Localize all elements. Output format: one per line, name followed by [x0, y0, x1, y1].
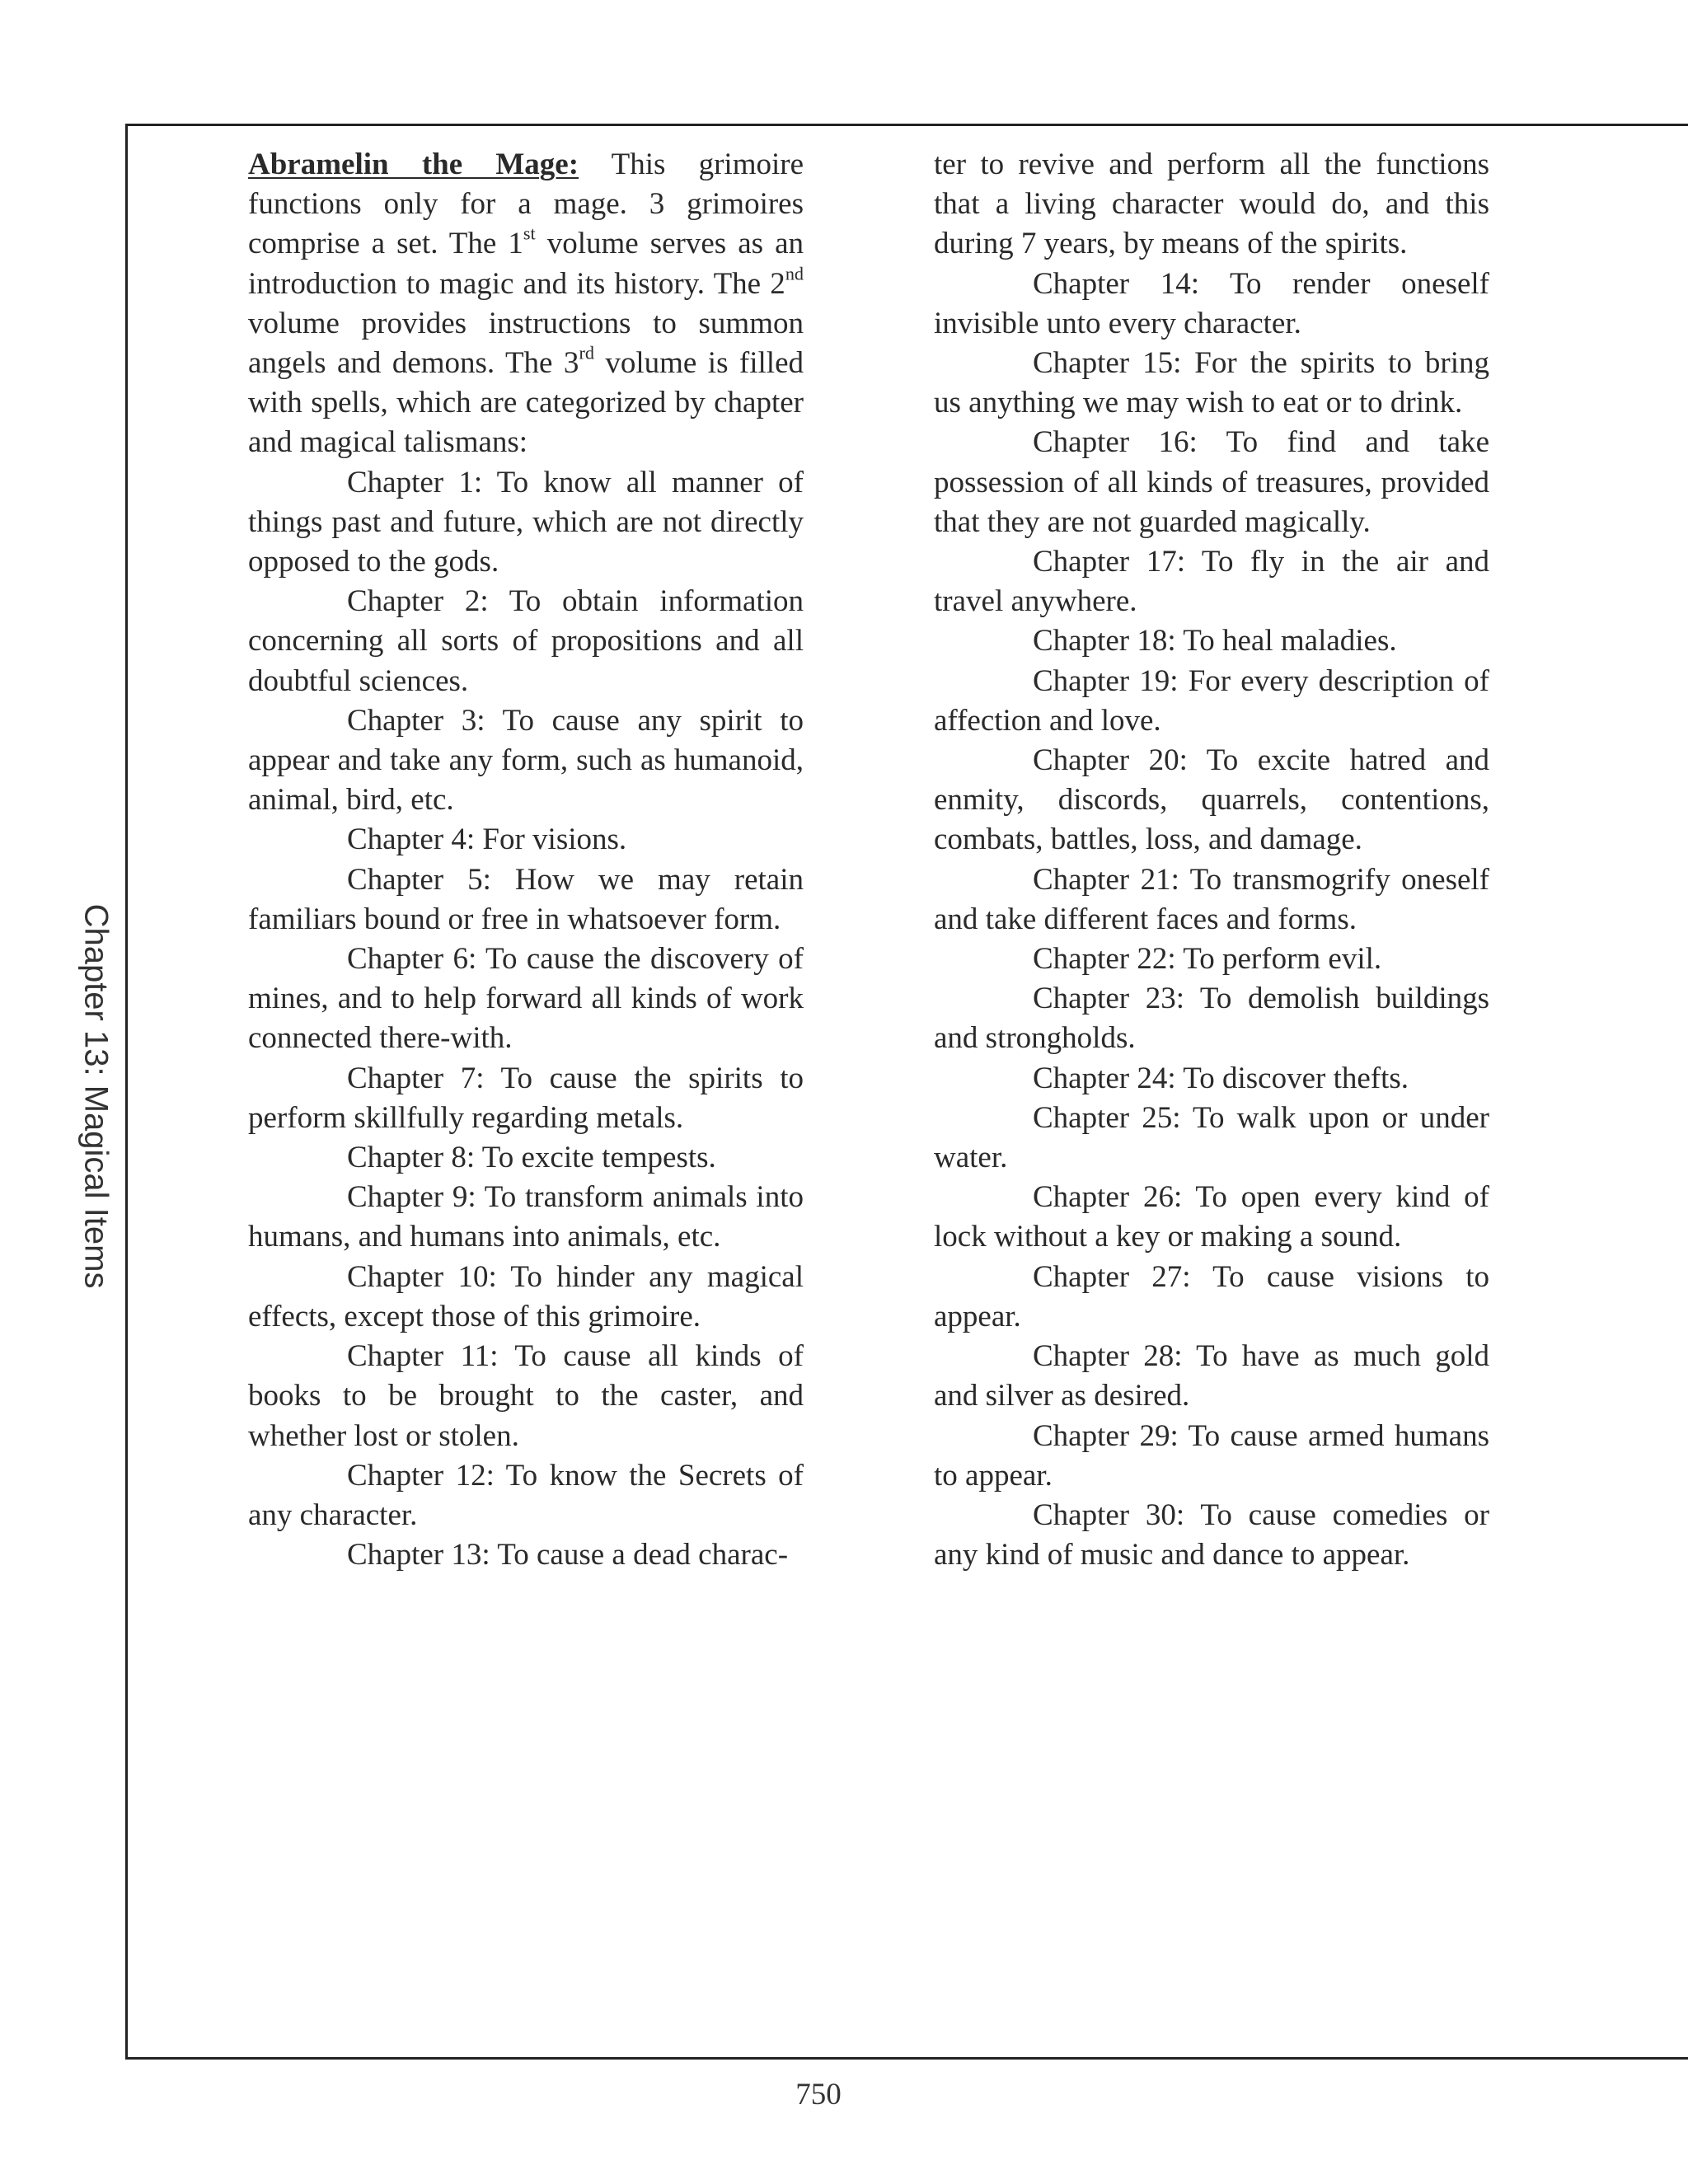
- entry-intro-text-4: volume is filled with spells, which are categorized by chapter and magical talismans:: [248, 346, 804, 460]
- chapter-entry: Chapter 30: To cause comedies or any kind of music and dance to appear.: [934, 1497, 1489, 1572]
- page-frame-bottom-rule: [125, 2057, 1688, 2060]
- chapter-entry: Chapter 22: To perform evil.: [1033, 942, 1382, 977]
- entry-intro-text-3: volume provides instructions to summon angels and demons. The 3: [248, 306, 804, 381]
- ordinal-suffix: nd: [785, 262, 804, 284]
- page-frame-top-rule: [125, 124, 1688, 126]
- ordinal-suffix: rd: [579, 342, 594, 363]
- entry-title: Abramelin the Mage:: [248, 148, 579, 181]
- chapter-entry: Chapter 13: To cause a dead charac-: [347, 1538, 789, 1572]
- chapter-entry: Chapter 1: To know all manner of things past and future, which are not directly opposed to the gods.: [248, 465, 804, 579]
- chapter-entry: Chapter 19: For every description of affection and love.: [934, 663, 1489, 738]
- chapter-entry: Chapter 6: To cause the discovery of mines, and to help forward all kinds of work connected there-with.: [248, 942, 804, 1056]
- chapter-entry: Chapter 8: To excite tempests.: [347, 1141, 716, 1175]
- ordinal-suffix: st: [523, 223, 536, 244]
- chapter-entry: Chapter 11: To cause all kinds of books to be brought to the caster, and whether lost or stolen.: [248, 1339, 804, 1453]
- chapter-entry: Chapter 4: For visions.: [347, 823, 627, 857]
- chapter-entry: Chapter 28: To have as much gold and silver as desired.: [934, 1339, 1489, 1413]
- chapter-entry: Chapter 15: For the spirits to bring us anything we may wish to eat or to drink.: [934, 346, 1489, 420]
- page-number: 750: [795, 2078, 842, 2111]
- chapter-entry: Chapter 7: To cause the spirits to perform skillfully regarding metals.: [248, 1061, 804, 1135]
- chapter-entry: Chapter 5: How we may retain familiars bound or free in whatsoever form.: [248, 862, 804, 936]
- chapter-entry: Chapter 25: To walk upon or under water.: [934, 1100, 1489, 1175]
- chapter-entry: Chapter 17: To fly in the air and travel anywhere.: [934, 545, 1489, 619]
- page-frame-left-rule: [125, 124, 128, 2059]
- chapter-entry: Chapter 2: To obtain information concerning all sorts of propositions and all doubtful sciences.: [248, 584, 804, 698]
- entry-intro: [248, 145, 804, 463]
- chapter-entry: Chapter 12: To know the Secrets of any character.: [248, 1458, 804, 1532]
- chapter-entry: Chapter 9: To transform animals into humans, and humans into animals, etc.: [248, 1180, 804, 1254]
- chapter-entry: Chapter 29: To cause armed humans to appear.: [934, 1418, 1489, 1493]
- chapter-entry: Chapter 16: To find and take possession of all kinds of treasures, provided that they are not guarded magically.: [934, 425, 1489, 539]
- chapter-side-label: Chapter 13: Magical Items: [77, 903, 115, 1289]
- entry-intro-text-1: This grimoire functions only for a mage. 3 grimoires comprise a set. The 1: [248, 148, 804, 261]
- right-column: [934, 145, 1489, 1575]
- chapter-entry: Chapter 3: To cause any spirit to appear and take any form, such as humanoid, animal, bird, etc.: [248, 703, 804, 818]
- chapter-entry: Chapter 14: To render oneself invisible unto every character.: [934, 266, 1489, 340]
- chapter-entry: Chapter 10: To hinder any magical effects, except those of this grimoire.: [248, 1259, 804, 1333]
- chapter-entry: Chapter 24: To discover thefts.: [1033, 1061, 1409, 1095]
- chapter-entry: Chapter 27: To cause visions to appear.: [934, 1259, 1489, 1333]
- chapter-continuation: ter to revive and perform all the functions that a living character would do, and this during 7 years, by means of the spirits.: [934, 148, 1489, 261]
- entry-intro-text-2: volume serves as an introduction to magic and its history. The 2: [248, 227, 804, 301]
- chapter-entry: Chapter 20: To excite hatred and enmity, discords, quarrels, contentions, combats, battles, loss, and damage.: [934, 743, 1489, 857]
- chapter-entry: Chapter 21: To transmogrify oneself and take different faces and forms.: [934, 862, 1489, 936]
- chapter-entry: Chapter 23: To demolish buildings and strongholds.: [934, 982, 1489, 1056]
- chapter-entry: Chapter 26: To open every kind of lock without a key or making a sound.: [934, 1180, 1489, 1254]
- chapter-entry: Chapter 18: To heal maladies.: [1033, 624, 1397, 658]
- left-column: [248, 145, 804, 1575]
